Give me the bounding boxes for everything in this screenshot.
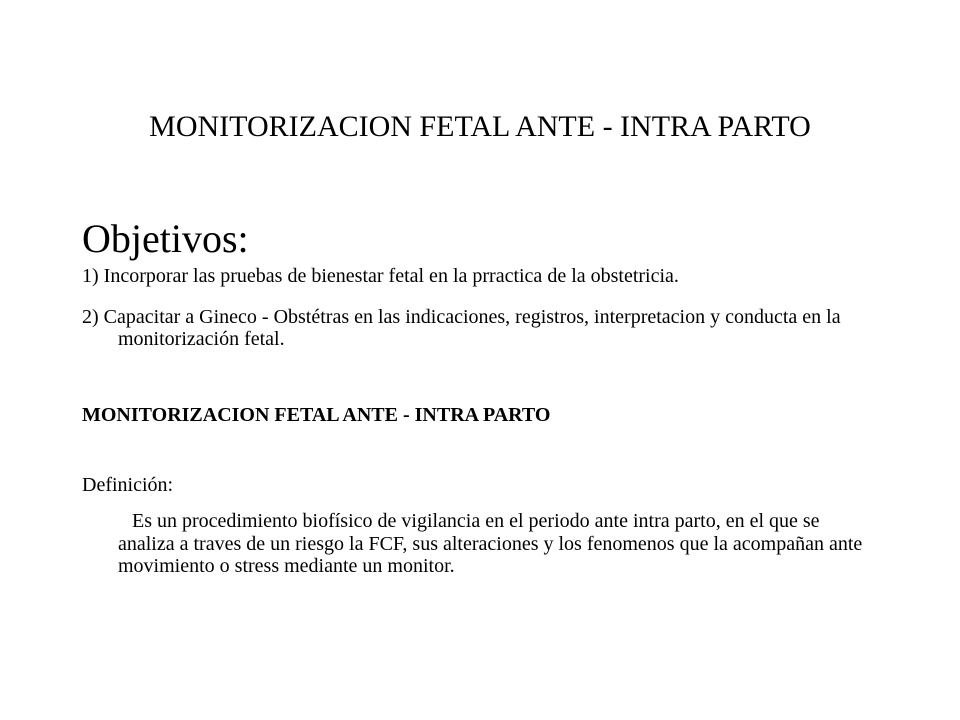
objective-item-2: 2) Capacitar a Gineco - Obstétras en las indicaciones, registros, interpretacion y conducta en la monitorización fetal. — [82, 306, 841, 350]
objective-item-1: 1) Incorporar las pruebas de bienestar fetal en la prractica de la obstetricia. — [82, 265, 679, 287]
definition-text: Es un procedimiento biofísico de vigilancia en el periodo ante intra parto, en el que se analiza a traves de un riesgo la FCF, sus alteraciones y los fenomenos que la acompañan ante movimiento o stress mediante un monitor. — [118, 510, 868, 577]
definition-label: Definición: — [82, 474, 174, 496]
objectives-heading: Objetivos: — [82, 216, 249, 261]
slide-title: MONITORIZACION FETAL ANTE - INTRA PARTO — [149, 110, 811, 143]
section-heading: MONITORIZACION FETAL ANTE - INTRA PARTO — [82, 404, 551, 426]
